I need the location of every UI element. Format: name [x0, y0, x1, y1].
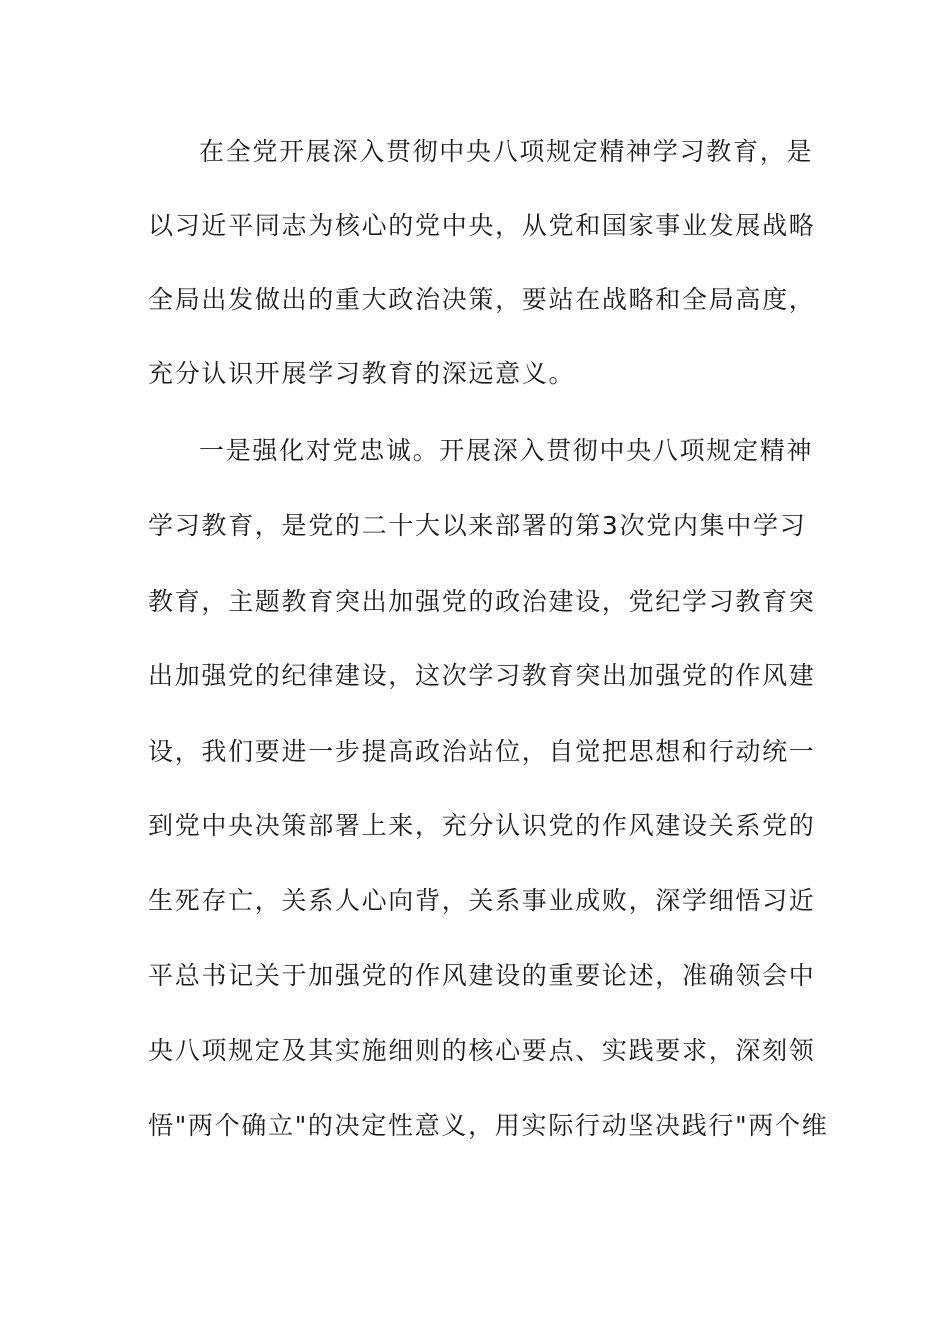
paragraph-2-line-10: 悟"两个确立"的决定性意义，用实际行动坚决践行"两个维: [148, 1111, 829, 1140]
paragraph-2-line-6: 到党中央决策部署上来，充分认识党的作风建设关系党的: [148, 811, 816, 840]
paragraph-1-line-2: 以习近平同志为核心的党中央，从党和国家事业发展战略: [148, 211, 816, 240]
paragraph-2-line-5: 设，我们要进一步提高政治站位，自觉把思想和行动统一: [148, 737, 816, 766]
paragraph-2-line-3: 教育，主题教育突出加强党的政治建设，党纪学习教育突: [148, 587, 816, 616]
paragraph-1-line-4: 充分认识开展学习教育的深远意义。: [148, 359, 576, 388]
paragraph-1-line-1: 在全党开展深入贯彻中央八项规定精神学习教育，是: [199, 137, 814, 166]
paragraph-2-line-7: 生死存亡，关系人心向背，关系事业成败，深学细悟习近: [148, 886, 816, 915]
paragraph-2-line-4: 出加强党的纪律建设，这次学习教育突出加强党的作风建: [148, 661, 816, 690]
paragraph-2-line-2: 学习教育，是党的二十大以来部署的第3次党内集中学习: [148, 511, 807, 540]
paragraph-2-line-1: 一是强化对党忠诚。开展深入贯彻中央八项规定精神: [199, 436, 814, 465]
paragraph-1-line-3: 全局出发做出的重大政治决策，要站在战略和全局高度，: [148, 285, 816, 314]
paragraph-2-line-9: 央八项规定及其实施细则的核心要点、实践要求，深刻领: [148, 1036, 816, 1065]
paragraph-2-line-8: 平总书记关于加强党的作风建设的重要论述，准确领会中: [148, 961, 816, 990]
